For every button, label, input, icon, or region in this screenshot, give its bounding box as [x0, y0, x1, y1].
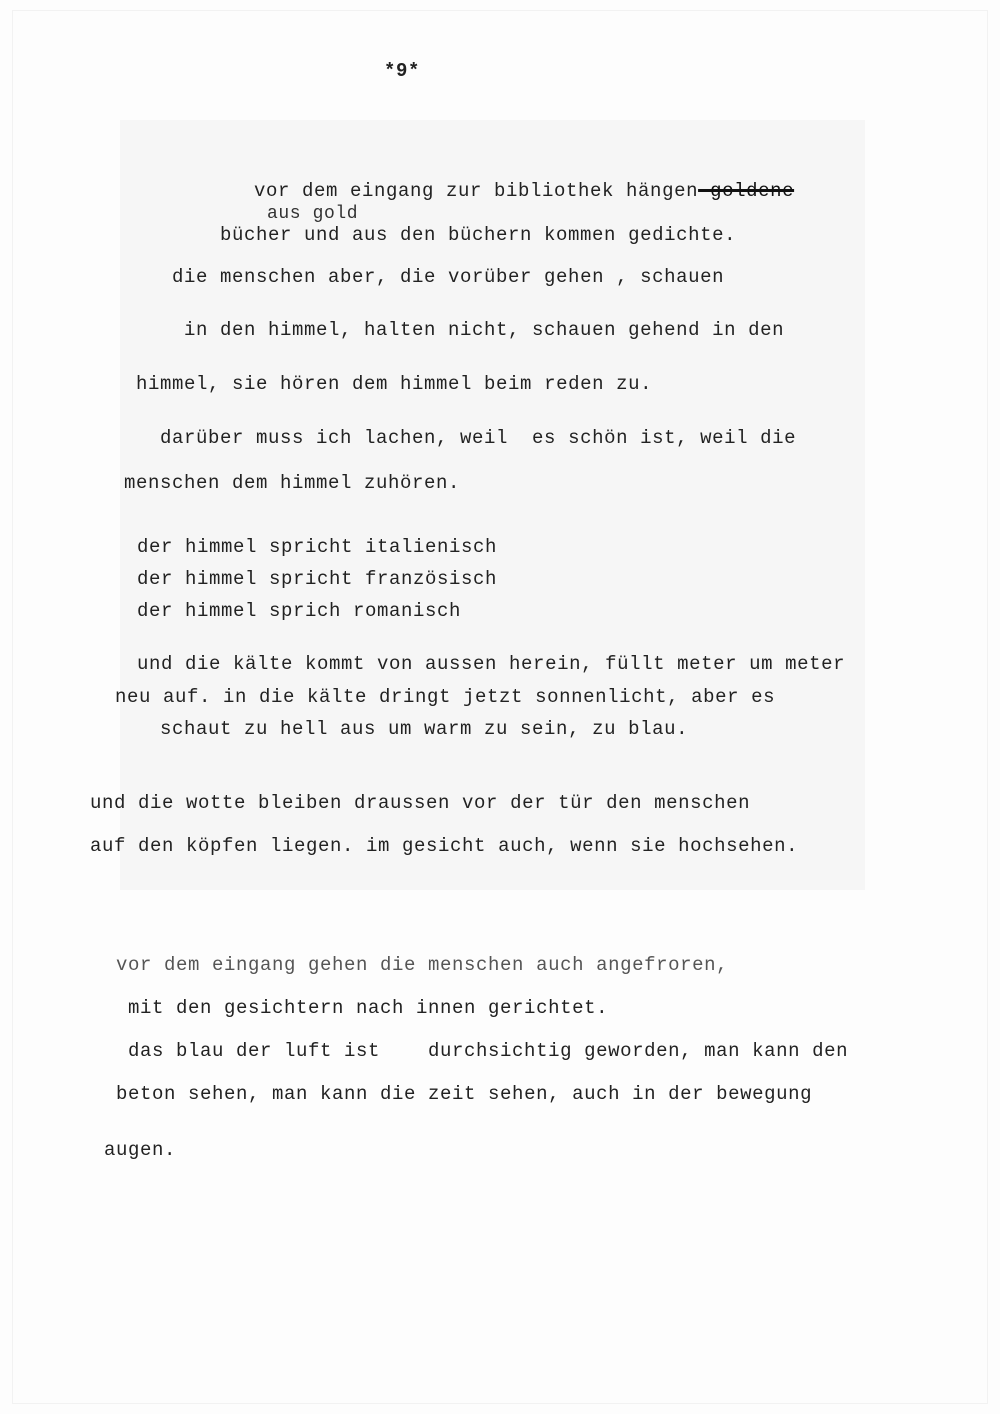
text-line-1 [254, 180, 794, 202]
text-line-8: menschen dem himmel zuhören. [124, 472, 461, 494]
text-line-18: mit den gesichtern nach innen gerichtet. [128, 997, 609, 1019]
page-number: *9* [384, 60, 421, 82]
text-line-3: bücher und aus den büchern kommen gedichte. [220, 224, 737, 246]
text-line-17: vor dem eingang gehen die menschen auch angefroren, [116, 954, 729, 976]
text-line-4: die menschen aber, die vorüber gehen , schauen [172, 266, 725, 288]
text-line-12: und die kälte kommt von aussen herein, füllt meter um meter [137, 653, 846, 675]
text-line-6: himmel, sie hören dem himmel beim reden zu. [136, 373, 653, 395]
text-line-13: neu auf. in die kälte dringt jetzt sonnenlicht, aber es [115, 686, 776, 708]
text-line-16: auf den köpfen liegen. im gesicht auch, wenn sie hochsehen. [90, 835, 799, 857]
text-line-14: schaut zu hell aus um warm zu sein, zu blau. [160, 718, 689, 740]
text-line-1-main: vor dem eingang zur bibliothek hängen [254, 180, 699, 202]
text-line-10: der himmel spricht französisch [137, 568, 498, 590]
text-line-20: beton sehen, man kann die zeit sehen, auch in der bewegung [116, 1083, 813, 1105]
text-line-19: das blau der luft ist durchsichtig geworden, man kann den [128, 1040, 849, 1062]
struck-word: -goldene [698, 180, 795, 202]
text-line-9: der himmel spricht italienisch [137, 536, 498, 558]
text-line-21: augen. [104, 1139, 177, 1161]
text-line-11: der himmel sprich romanisch [137, 600, 462, 622]
inserted-correction: aus gold [267, 204, 359, 224]
text-line-7: darüber muss ich lachen, weil es schön ist, weil die [160, 427, 797, 449]
text-line-15: und die wotte bleiben draussen vor der tür den menschen [90, 792, 751, 814]
text-line-5: in den himmel, halten nicht, schauen gehend in den [184, 319, 785, 341]
